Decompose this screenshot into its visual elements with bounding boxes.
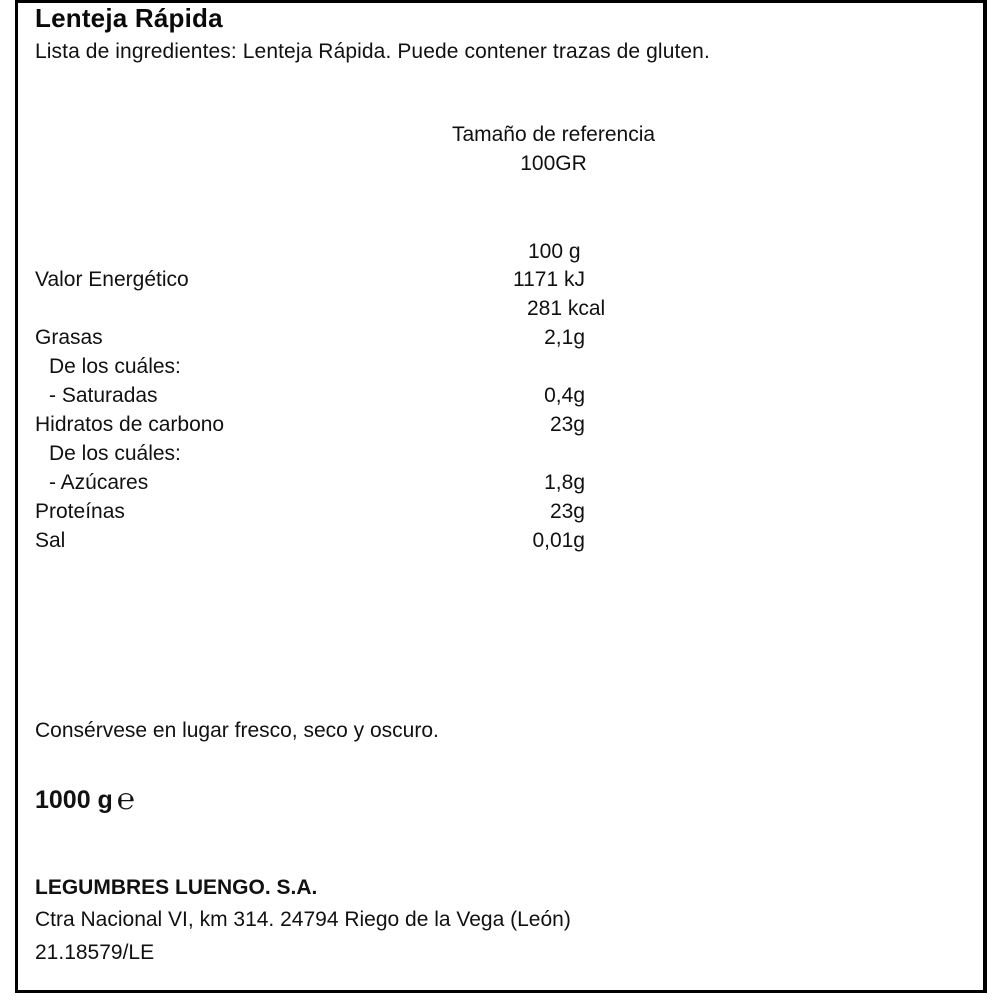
net-weight-value: 1000 g (35, 786, 113, 814)
estimated-sign-icon: ℮ (116, 782, 135, 817)
nutrition-value: 1171 kJ (513, 268, 585, 291)
net-weight (35, 782, 135, 817)
nutrition-label: Grasas (35, 326, 103, 349)
storage-instructions: Consérvese en lugar fresco, seco y oscuro. (35, 719, 439, 742)
nutrition-label: Sal (35, 529, 66, 552)
nutrition-value: 23g (549, 413, 585, 436)
label-frame (15, 0, 987, 993)
nutrition-label: - Azúcares (49, 471, 149, 494)
nutrition-label: De los cuáles: (49, 355, 181, 378)
nutrition-value: 2,1g (544, 326, 585, 349)
nutrition-label: De los cuáles: (49, 442, 181, 465)
nutrition-value: 0,01g (532, 529, 585, 552)
product-title: Lenteja Rápida (35, 3, 223, 33)
nutrition-column-header: 100 g (528, 240, 581, 263)
nutrition-value: 23g (549, 500, 585, 523)
manufacturer-name: LEGUMBRES LUENGO. S.A. (35, 876, 318, 899)
nutrition-label: - Saturadas (49, 384, 158, 407)
nutrition-value: 0,4g (544, 384, 585, 407)
nutrition-value: 1,8g (544, 471, 585, 494)
nutrition-label: Hidratos de carbono (35, 413, 225, 436)
manufacturer-address: Ctra Nacional VI, km 314. 24794 Riego de la Vega (León) (35, 908, 571, 931)
nutrition-label: Valor Energético (35, 268, 189, 291)
nutrition-value: 281 kcal (527, 297, 606, 320)
sanitary-registry-number: 21.18579/LE (35, 941, 155, 964)
reference-size-heading: Tamaño de referencia (451, 123, 656, 146)
ingredients-list: Lista de ingredientes: Lenteja Rápida. Puede contener trazas de gluten. (35, 40, 710, 63)
reference-size-value: 100GR (520, 152, 587, 175)
nutrition-label: Proteínas (35, 500, 125, 523)
